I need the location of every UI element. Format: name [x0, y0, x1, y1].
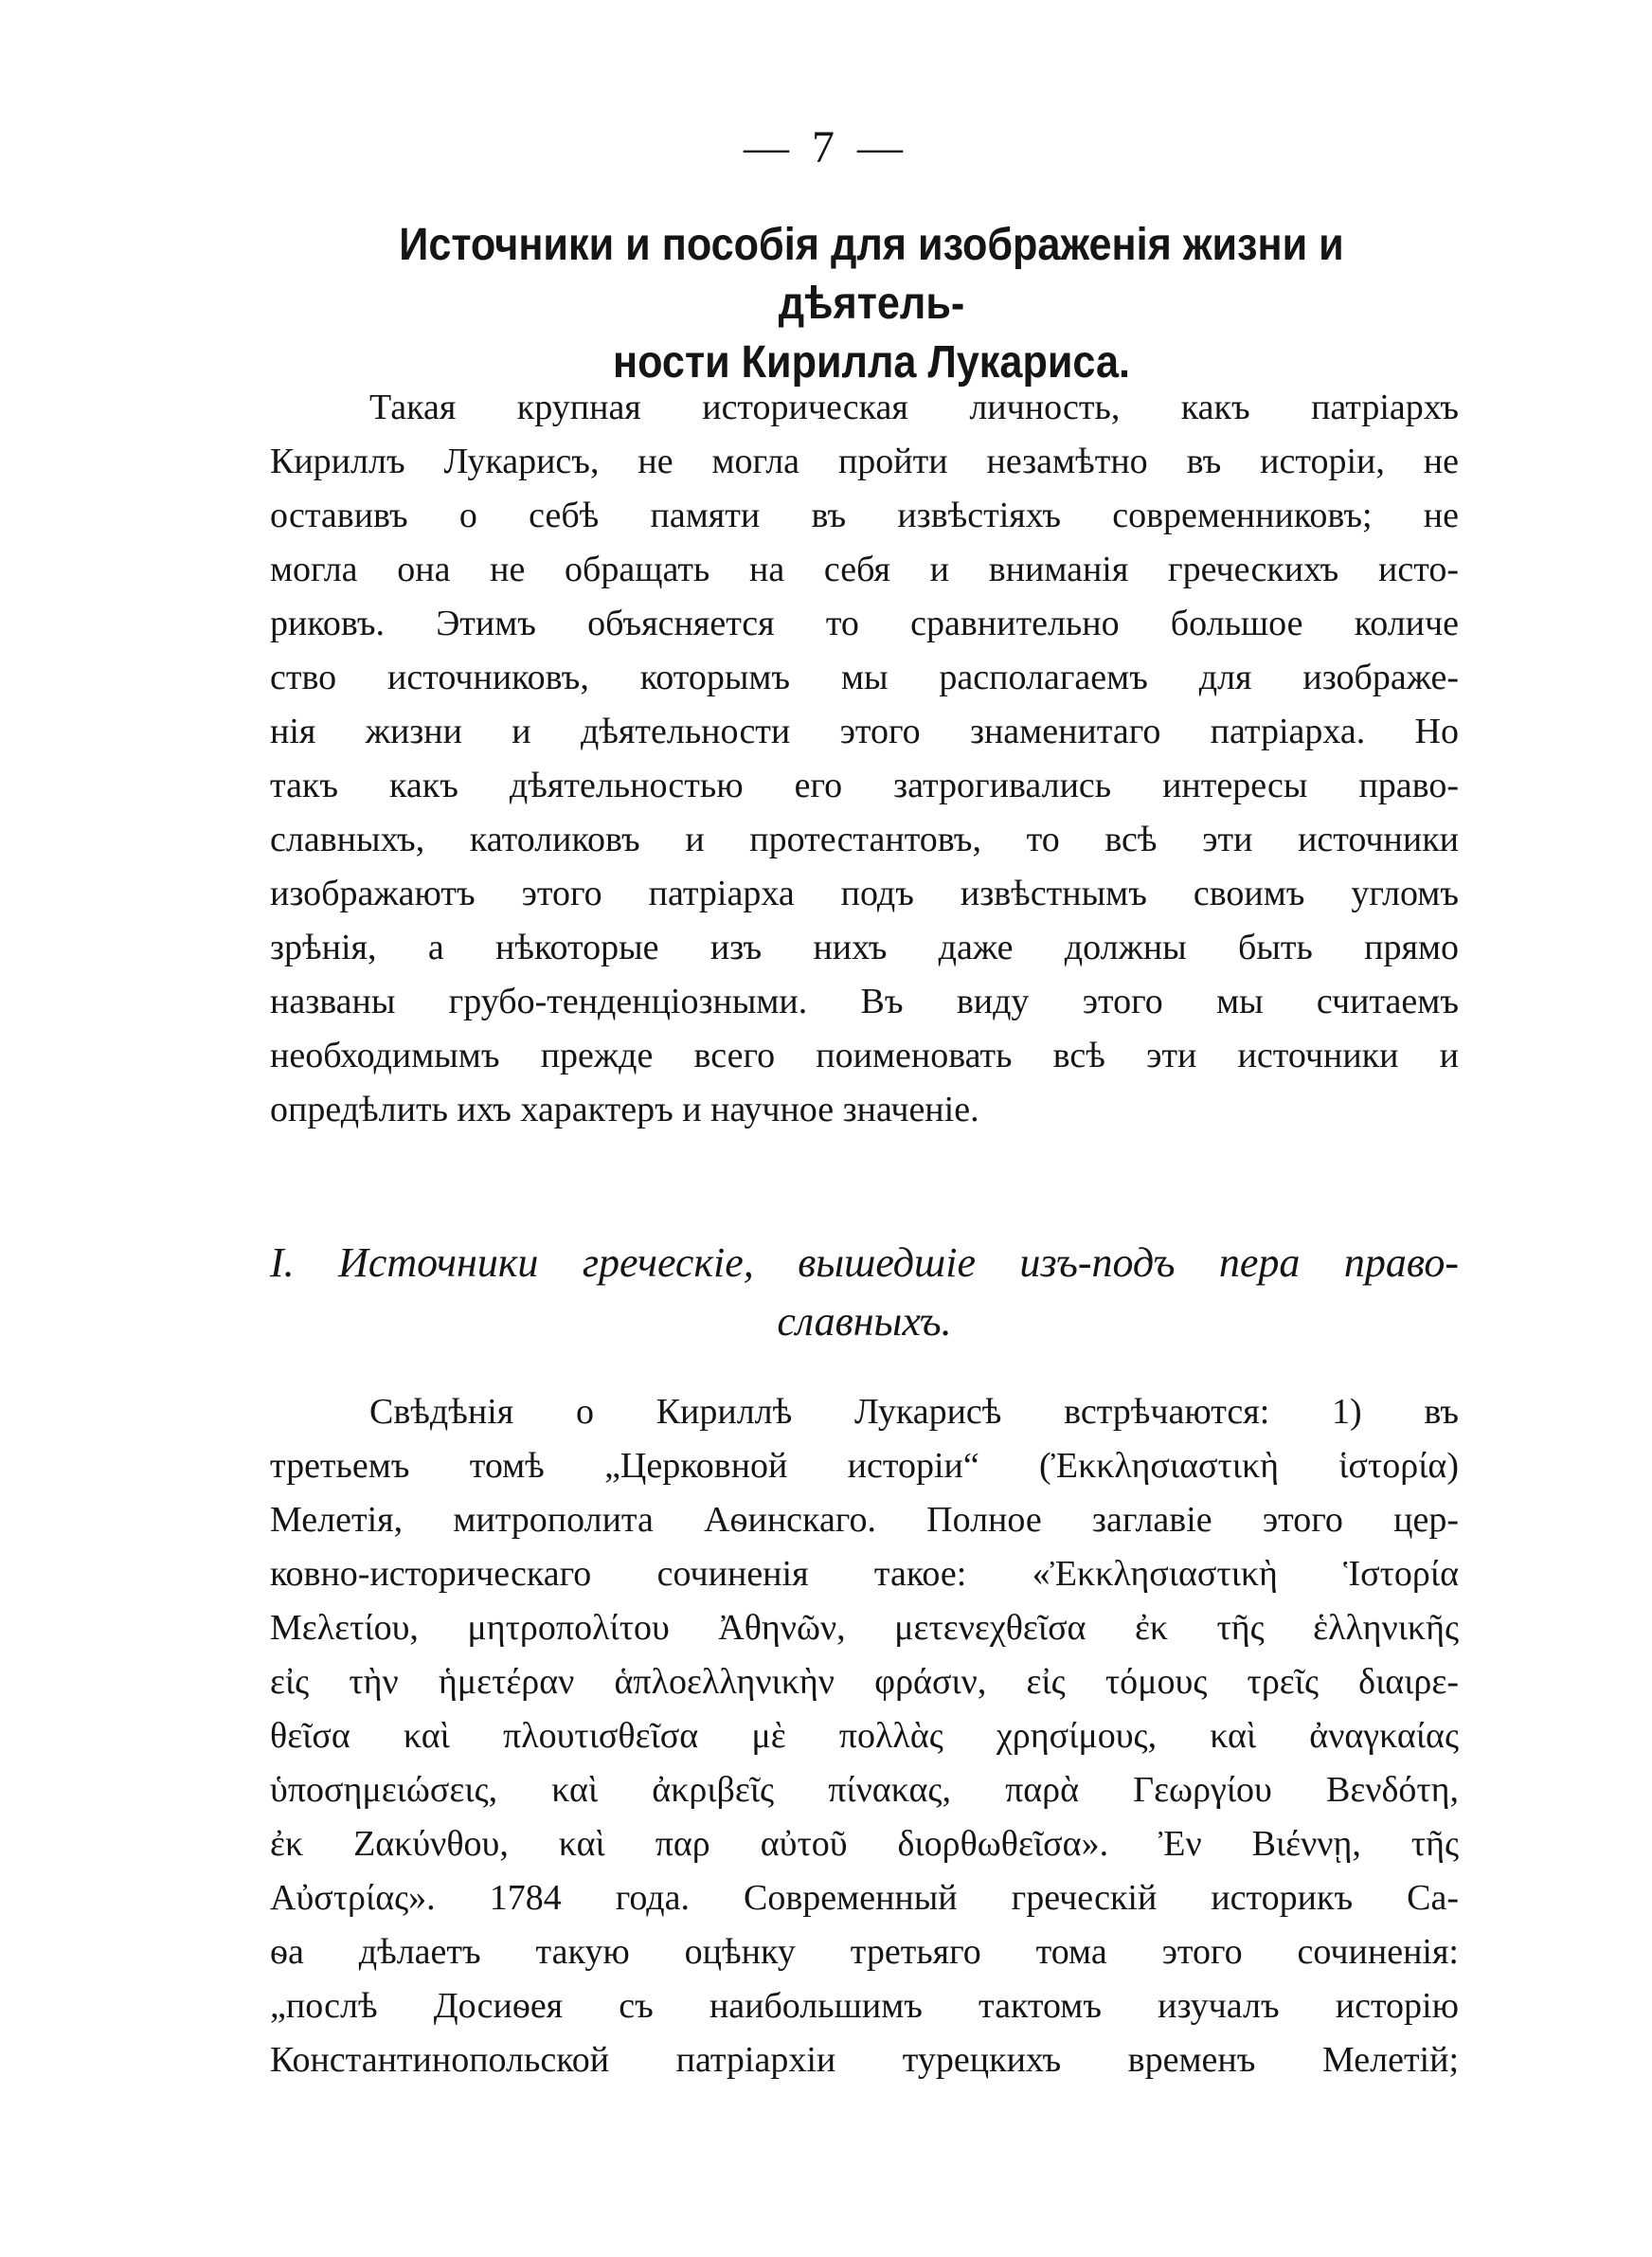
- section-title-line: славныхъ.: [777, 1298, 952, 1345]
- text-line: Константинопольской патріархіи турецкихъ временъ Мелетій;: [270, 2040, 1459, 2080]
- text-line: ѳа дѣлаетъ такую оцѣнку третьяго тома этого сочиненія:: [270, 1932, 1459, 1972]
- text-line: ἐκ Ζακύνθου, καὶ παρ αὐτοῦ διορθωθεῖσα». Ἐν Βιέννῃ, τῆς: [270, 1824, 1459, 1864]
- page-number: — 7 —: [744, 122, 908, 172]
- text-line: изображаютъ этого патріарха подъ извѣстнымъ своимъ угломъ: [270, 874, 1459, 913]
- text-line: такъ какъ дѣятельностью его затрогивались интересы право-: [270, 766, 1459, 805]
- text-line: опредѣлить ихъ характеръ и научное значеніе.: [270, 1090, 979, 1129]
- text-line: εἰς τὴν ἡμετέραν ἁπλοελληνικὴν φράσιν, εἰς τόμους τρεῖς διαιρε-: [270, 1662, 1459, 1702]
- text-line: Такая крупная историческая личность, какъ патріархъ: [369, 388, 1459, 427]
- chapter-heading-line: ности Кирилла Лукариса.: [613, 337, 1130, 388]
- text-line: третьемъ томѣ „Церковной исторіи“ (Ἐκκλησιαστικὴ ἱστορία): [270, 1446, 1459, 1486]
- text-line: θεῖσα καὶ πλουτισθεῖσα μὲ πολλὰς χρησίμους, καὶ ἀναγκαίας: [270, 1716, 1459, 1756]
- text-line: Μελετίου, μητροπολίτου Ἀθηνῶν, μετενεχθεῖσα ἐκ τῆς ἑλληνικῆς: [270, 1608, 1459, 1648]
- section-title: [270, 1234, 1459, 1351]
- text-line: нія жизни и дѣятельности этого знаменитаго патріарха. Но: [270, 712, 1459, 751]
- text-line: ὑποσημειώσεις, καὶ ἀκριβεῖς πίνακας, παρὰ Γεωργίου Βενδότη,: [270, 1770, 1459, 1810]
- chapter-heading-line: Источники и пособія для изображенія жизни и дѣятель-: [399, 220, 1344, 329]
- text-line: названы грубо-тенденціозными. Въ виду этого мы считаемъ: [270, 982, 1459, 1021]
- text-line: ковно-историческаго сочиненія такое: «Ἐκκλησιαστικὴ Ἱστορία: [270, 1554, 1459, 1594]
- text-line: оставивъ о себѣ памяти въ извѣстіяхъ современниковъ; не: [270, 496, 1459, 535]
- text-line: „послѣ Досиѳея съ наибольшимъ тактомъ изучалъ исторію: [270, 1986, 1459, 2026]
- chapter-heading: [317, 216, 1426, 392]
- text-line: ство источниковъ, которымъ мы располагаемъ для изображе-: [270, 658, 1459, 697]
- text-line: Кириллъ Лукарисъ, не могла пройти незамѣтно въ исторіи, не: [270, 442, 1459, 481]
- text-line: Αὐστρίας». 1784 года. Современный греческій историкъ Са-: [270, 1878, 1459, 1918]
- section-title-line: I. Источники греческіе, вышедшіе изъ-подъ пера право-: [270, 1239, 1459, 1286]
- text-line: зрѣнія, а нѣкоторые изъ нихъ даже должны быть прямо: [270, 928, 1459, 967]
- text-line: славныхъ, католиковъ и протестантовъ, то всѣ эти источники: [270, 820, 1459, 859]
- text-line: могла она не обращать на себя и вниманія греческихъ исто-: [270, 550, 1459, 589]
- text-line: Мелетія, митрополита Аѳинскаго. Полное заглавіе этого цер-: [270, 1500, 1459, 1540]
- text-line: необходимымъ прежде всего поименовать всѣ эти источники и: [270, 1036, 1459, 1075]
- paragraph-intro: [270, 381, 1459, 1137]
- text-line: риковъ. Этимъ объясняется то сравнительно большое количе: [270, 604, 1459, 643]
- text-line: Свѣдѣнія о Кириллѣ Лукарисѣ встрѣчаются: 1) въ: [369, 1392, 1459, 1432]
- paragraph-sources: [270, 1385, 1459, 2087]
